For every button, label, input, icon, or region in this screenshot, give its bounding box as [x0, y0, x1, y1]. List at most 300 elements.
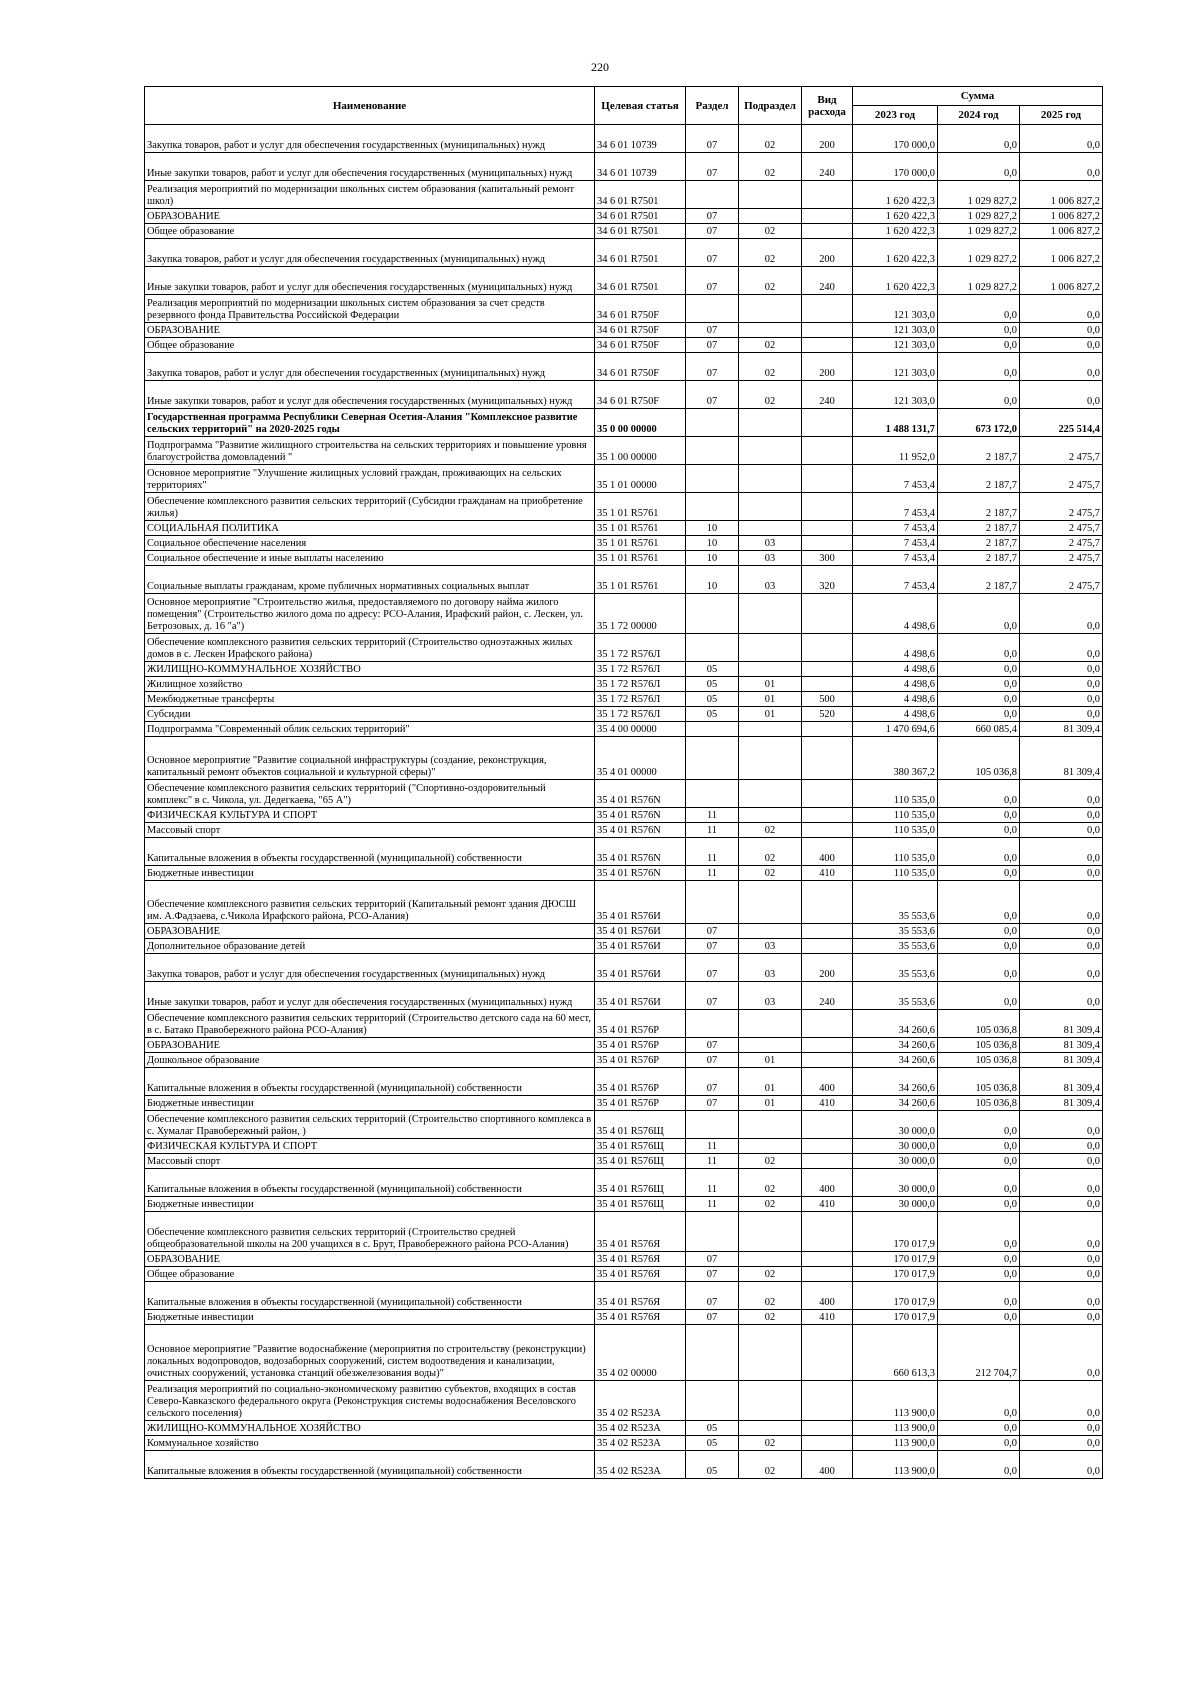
row-target-code-cell: 35 1 01 R5761 [595, 521, 686, 536]
table-row [145, 823, 1103, 838]
row-name-cell: Основное мероприятие "Развитие водоснабжение (мероприятия по строительству (реконструкции) локальных водопроводов, водозаборных сооружений, систем водоотведения и канализации, очистных сооружений, установка станций обезжелезования воды)" [145, 1325, 595, 1381]
row-sum-2024-cell: 0,0 [938, 939, 1020, 954]
row-sum-2023-cell: 1 470 694,6 [853, 722, 938, 737]
row-sum-2023-cell: 1 620 422,3 [853, 209, 938, 224]
row-subsection-cell: 02 [739, 153, 802, 181]
row-name-cell: Массовый спорт [145, 823, 595, 838]
row-sum-2023-cell: 110 535,0 [853, 780, 938, 808]
row-target-code-cell: 34 6 01 R750F [595, 338, 686, 353]
row-sum-2023-cell: 1 620 422,3 [853, 267, 938, 295]
table-row [145, 566, 1103, 594]
row-expense-type-cell: 400 [802, 1169, 853, 1197]
row-sum-2025-cell: 0,0 [1020, 1381, 1103, 1421]
row-subsection-cell: 03 [739, 939, 802, 954]
row-target-code-cell: 35 4 01 R576P [595, 1096, 686, 1111]
row-target-code-cell: 34 6 01 10739 [595, 153, 686, 181]
table-row [145, 224, 1103, 239]
row-section-cell: 11 [686, 838, 739, 866]
row-section-cell: 07 [686, 267, 739, 295]
row-target-code-cell: 35 4 01 R576N [595, 808, 686, 823]
row-sum-2025-cell: 0,0 [1020, 153, 1103, 181]
row-name-cell: Закупка товаров, работ и услуг для обеспечения государственных (муниципальных) нужд [145, 954, 595, 982]
row-target-code-cell: 35 4 01 R576Щ [595, 1139, 686, 1154]
row-sum-2024-cell: 0,0 [938, 1252, 1020, 1267]
row-target-code-cell: 35 4 02 00000 [595, 1325, 686, 1381]
row-expense-type-cell [802, 1436, 853, 1451]
table-row [145, 381, 1103, 409]
row-sum-2025-cell: 81 309,4 [1020, 1096, 1103, 1111]
row-section-cell [686, 1111, 739, 1139]
header-year-2024: 2024 год [938, 106, 1020, 125]
row-subsection-cell: 02 [739, 823, 802, 838]
row-section-cell: 10 [686, 536, 739, 551]
table-row [145, 1154, 1103, 1169]
row-sum-2025-cell: 0,0 [1020, 780, 1103, 808]
row-section-cell [686, 780, 739, 808]
table-row [145, 353, 1103, 381]
table-row [145, 780, 1103, 808]
row-subsection-cell: 02 [739, 267, 802, 295]
table-row [145, 982, 1103, 1010]
row-sum-2023-cell: 660 613,3 [853, 1325, 938, 1381]
row-sum-2024-cell: 1 029 827,2 [938, 267, 1020, 295]
row-name-cell: Реализация мероприятий по социально-экономическому развитию субъектов, входящих в состав Северо-Кавказского федерального округа (Реконструкция системы водоснабжения Веселовского сельского поселения) [145, 1381, 595, 1421]
row-subsection-cell: 02 [739, 1154, 802, 1169]
row-sum-2023-cell: 30 000,0 [853, 1154, 938, 1169]
row-name-cell: Коммунальное хозяйство [145, 1436, 595, 1451]
row-sum-2025-cell: 1 006 827,2 [1020, 181, 1103, 209]
row-sum-2025-cell: 81 309,4 [1020, 1068, 1103, 1096]
row-target-code-cell: 34 6 01 R750F [595, 295, 686, 323]
row-expense-type-cell: 410 [802, 866, 853, 881]
row-sum-2024-cell: 0,0 [938, 338, 1020, 353]
row-sum-2024-cell: 0,0 [938, 1436, 1020, 1451]
row-sum-2024-cell: 105 036,8 [938, 1010, 1020, 1038]
header-target: Целевая статья [595, 87, 686, 125]
table-row [145, 338, 1103, 353]
row-sum-2023-cell: 121 303,0 [853, 353, 938, 381]
row-subsection-cell: 01 [739, 707, 802, 722]
row-subsection-cell: 02 [739, 353, 802, 381]
row-expense-type-cell [802, 493, 853, 521]
row-sum-2024-cell: 0,0 [938, 780, 1020, 808]
row-sum-2024-cell: 0,0 [938, 954, 1020, 982]
row-target-code-cell: 35 4 01 R576Я [595, 1282, 686, 1310]
row-sum-2023-cell: 34 260,6 [853, 1068, 938, 1096]
row-sum-2025-cell: 2 475,7 [1020, 536, 1103, 551]
row-sum-2024-cell: 0,0 [938, 153, 1020, 181]
row-sum-2023-cell: 113 900,0 [853, 1421, 938, 1436]
row-name-cell: Обеспечение комплексного развития сельских территорий (Капитальный ремонт здания ДЮСШ им. А.Фадзаева, с.Чикола Ирафского района, РСО-Алания) [145, 881, 595, 924]
row-expense-type-cell: 240 [802, 267, 853, 295]
row-sum-2024-cell: 0,0 [938, 1212, 1020, 1252]
row-name-cell: Капитальные вложения в объекты государственной (муниципальной) собственности [145, 1169, 595, 1197]
row-sum-2024-cell: 105 036,8 [938, 1053, 1020, 1068]
header-subsection: Подраздел [739, 87, 802, 125]
row-sum-2023-cell: 380 367,2 [853, 737, 938, 780]
table-row [145, 707, 1103, 722]
row-section-cell: 05 [686, 1421, 739, 1436]
row-section-cell: 07 [686, 224, 739, 239]
table-row [145, 1111, 1103, 1139]
row-sum-2025-cell: 0,0 [1020, 1154, 1103, 1169]
row-target-code-cell: 35 4 01 00000 [595, 737, 686, 780]
row-sum-2023-cell: 121 303,0 [853, 338, 938, 353]
row-sum-2023-cell: 1 620 422,3 [853, 181, 938, 209]
row-name-cell: Закупка товаров, работ и услуг для обеспечения государственных (муниципальных) нужд [145, 239, 595, 267]
row-sum-2023-cell: 170 017,9 [853, 1310, 938, 1325]
row-subsection-cell [739, 737, 802, 780]
row-name-cell: Субсидии [145, 707, 595, 722]
row-sum-2025-cell: 1 006 827,2 [1020, 239, 1103, 267]
row-sum-2025-cell: 2 475,7 [1020, 521, 1103, 536]
table-row [145, 1139, 1103, 1154]
row-sum-2025-cell: 0,0 [1020, 1169, 1103, 1197]
row-section-cell: 07 [686, 353, 739, 381]
row-section-cell [686, 737, 739, 780]
row-subsection-cell: 02 [739, 1169, 802, 1197]
row-sum-2023-cell: 1 488 131,7 [853, 409, 938, 437]
row-subsection-cell: 03 [739, 954, 802, 982]
row-expense-type-cell [802, 677, 853, 692]
row-section-cell: 07 [686, 982, 739, 1010]
row-expense-type-cell [802, 409, 853, 437]
row-subsection-cell [739, 1010, 802, 1038]
row-subsection-cell [739, 323, 802, 338]
row-sum-2023-cell: 11 952,0 [853, 437, 938, 465]
row-subsection-cell: 01 [739, 1053, 802, 1068]
row-expense-type-cell [802, 295, 853, 323]
row-name-cell: Жилищное хозяйство [145, 677, 595, 692]
table-row [145, 634, 1103, 662]
row-expense-type-cell [802, 323, 853, 338]
row-sum-2023-cell: 30 000,0 [853, 1111, 938, 1139]
row-expense-type-cell [802, 1154, 853, 1169]
row-sum-2024-cell: 0,0 [938, 1169, 1020, 1197]
row-name-cell: ОБРАЗОВАНИЕ [145, 1038, 595, 1053]
row-section-cell: 11 [686, 866, 739, 881]
row-expense-type-cell [802, 594, 853, 634]
table-row [145, 662, 1103, 677]
row-sum-2024-cell: 0,0 [938, 1139, 1020, 1154]
row-subsection-cell: 02 [739, 838, 802, 866]
row-target-code-cell: 35 1 01 R5761 [595, 566, 686, 594]
row-section-cell [686, 634, 739, 662]
table-row [145, 295, 1103, 323]
row-sum-2024-cell: 0,0 [938, 662, 1020, 677]
row-expense-type-cell: 200 [802, 125, 853, 153]
row-subsection-cell [739, 722, 802, 737]
row-sum-2025-cell: 0,0 [1020, 1212, 1103, 1252]
row-sum-2025-cell: 0,0 [1020, 707, 1103, 722]
table-row [145, 521, 1103, 536]
row-target-code-cell: 34 6 01 R7501 [595, 181, 686, 209]
row-target-code-cell: 35 4 01 R576N [595, 866, 686, 881]
row-target-code-cell: 35 4 01 R576P [595, 1068, 686, 1096]
row-target-code-cell: 35 1 00 00000 [595, 437, 686, 465]
row-target-code-cell: 35 1 72 R576Л [595, 677, 686, 692]
row-sum-2024-cell: 660 085,4 [938, 722, 1020, 737]
row-sum-2023-cell: 1 620 422,3 [853, 224, 938, 239]
row-section-cell: 11 [686, 1169, 739, 1197]
row-section-cell [686, 1325, 739, 1381]
row-name-cell: Общее образование [145, 1267, 595, 1282]
table-row [145, 692, 1103, 707]
row-target-code-cell: 35 1 72 R576Л [595, 634, 686, 662]
row-expense-type-cell [802, 1212, 853, 1252]
row-expense-type-cell [802, 1139, 853, 1154]
row-sum-2025-cell: 81 309,4 [1020, 722, 1103, 737]
header-year-2025: 2025 год [1020, 106, 1103, 125]
row-name-cell: ОБРАЗОВАНИЕ [145, 1252, 595, 1267]
page-number: 220 [591, 60, 609, 74]
table-row [145, 239, 1103, 267]
row-name-cell: Закупка товаров, работ и услуг для обеспечения государственных (муниципальных) нужд [145, 125, 595, 153]
row-name-cell: ОБРАЗОВАНИЕ [145, 209, 595, 224]
row-name-cell: Социальные выплаты гражданам, кроме публичных нормативных социальных выплат [145, 566, 595, 594]
row-sum-2024-cell: 0,0 [938, 1451, 1020, 1479]
row-sum-2023-cell: 34 260,6 [853, 1038, 938, 1053]
row-sum-2023-cell: 110 535,0 [853, 838, 938, 866]
row-sum-2025-cell: 0,0 [1020, 1111, 1103, 1139]
row-target-code-cell: 35 4 00 00000 [595, 722, 686, 737]
row-target-code-cell: 35 4 01 R576P [595, 1010, 686, 1038]
row-expense-type-cell [802, 1252, 853, 1267]
table-row [145, 1436, 1103, 1451]
row-sum-2025-cell: 81 309,4 [1020, 1038, 1103, 1053]
row-sum-2024-cell: 0,0 [938, 1197, 1020, 1212]
row-expense-type-cell [802, 722, 853, 737]
row-name-cell: Бюджетные инвестиции [145, 1310, 595, 1325]
row-sum-2024-cell: 0,0 [938, 1154, 1020, 1169]
row-expense-type-cell: 200 [802, 353, 853, 381]
row-expense-type-cell [802, 924, 853, 939]
row-target-code-cell: 34 6 01 R750F [595, 353, 686, 381]
row-name-cell: Обеспечение комплексного развития сельских территорий ("Спортивно-оздоровительный комплекс" в с. Чикола, ул. Дедегкаева, "65 А") [145, 780, 595, 808]
row-sum-2023-cell: 34 260,6 [853, 1053, 938, 1068]
row-name-cell: Подпрограмма "Современный облик сельских территорий" [145, 722, 595, 737]
table-row [145, 677, 1103, 692]
row-sum-2023-cell: 35 553,6 [853, 924, 938, 939]
row-sum-2023-cell: 35 553,6 [853, 881, 938, 924]
row-subsection-cell [739, 409, 802, 437]
row-expense-type-cell: 520 [802, 707, 853, 722]
table-row [145, 323, 1103, 338]
row-name-cell: Основное мероприятие "Улучшение жилищных условий граждан, проживающих на сельских территориях" [145, 465, 595, 493]
row-section-cell [686, 1381, 739, 1421]
row-sum-2025-cell: 0,0 [1020, 1421, 1103, 1436]
row-name-cell: Иные закупки товаров, работ и услуг для обеспечения государственных (муниципальных) нужд [145, 267, 595, 295]
row-sum-2025-cell: 2 475,7 [1020, 437, 1103, 465]
row-sum-2024-cell: 105 036,8 [938, 1068, 1020, 1096]
table-row [145, 1010, 1103, 1038]
row-subsection-cell: 02 [739, 1451, 802, 1479]
row-sum-2024-cell: 105 036,8 [938, 737, 1020, 780]
row-sum-2023-cell: 170 000,0 [853, 125, 938, 153]
row-name-cell: Дополнительное образование детей [145, 939, 595, 954]
row-section-cell: 07 [686, 939, 739, 954]
row-target-code-cell: 35 1 72 R576Л [595, 692, 686, 707]
row-name-cell: ЖИЛИЩНО-КОММУНАЛЬНОЕ ХОЗЯЙСТВО [145, 662, 595, 677]
table-row [145, 409, 1103, 437]
row-sum-2023-cell: 7 453,4 [853, 521, 938, 536]
row-sum-2025-cell: 2 475,7 [1020, 551, 1103, 566]
table-row [145, 594, 1103, 634]
row-sum-2023-cell: 170 017,9 [853, 1282, 938, 1310]
table-row [145, 181, 1103, 209]
row-sum-2025-cell: 81 309,4 [1020, 1053, 1103, 1068]
row-subsection-cell [739, 634, 802, 662]
row-section-cell: 11 [686, 808, 739, 823]
row-expense-type-cell: 320 [802, 566, 853, 594]
row-sum-2024-cell: 0,0 [938, 1310, 1020, 1325]
row-subsection-cell [739, 1139, 802, 1154]
header-year-2023: 2023 год [853, 106, 938, 125]
row-sum-2025-cell: 2 475,7 [1020, 566, 1103, 594]
row-sum-2023-cell: 34 260,6 [853, 1010, 938, 1038]
row-sum-2024-cell: 0,0 [938, 881, 1020, 924]
row-name-cell: Бюджетные инвестиции [145, 866, 595, 881]
table-row [145, 1212, 1103, 1252]
table-row [145, 153, 1103, 181]
row-expense-type-cell [802, 209, 853, 224]
row-sum-2024-cell: 0,0 [938, 707, 1020, 722]
row-target-code-cell: 34 6 01 R7501 [595, 267, 686, 295]
row-subsection-cell: 02 [739, 1197, 802, 1212]
row-subsection-cell: 02 [739, 224, 802, 239]
header-name: Наименование [145, 87, 595, 125]
row-target-code-cell: 35 4 02 R523A [595, 1421, 686, 1436]
row-section-cell: 07 [686, 239, 739, 267]
row-sum-2025-cell: 0,0 [1020, 634, 1103, 662]
row-expense-type-cell [802, 1010, 853, 1038]
row-sum-2024-cell: 2 187,7 [938, 521, 1020, 536]
row-sum-2024-cell: 2 187,7 [938, 437, 1020, 465]
row-sum-2025-cell: 0,0 [1020, 338, 1103, 353]
row-section-cell [686, 1010, 739, 1038]
row-subsection-cell [739, 881, 802, 924]
row-sum-2024-cell: 0,0 [938, 295, 1020, 323]
row-subsection-cell: 01 [739, 692, 802, 707]
row-target-code-cell: 35 1 72 R576Л [595, 662, 686, 677]
row-subsection-cell [739, 594, 802, 634]
row-subsection-cell [739, 1252, 802, 1267]
row-sum-2025-cell: 0,0 [1020, 1252, 1103, 1267]
row-subsection-cell [739, 493, 802, 521]
row-sum-2025-cell: 0,0 [1020, 924, 1103, 939]
row-target-code-cell: 35 4 01 R576N [595, 838, 686, 866]
row-sum-2024-cell: 0,0 [938, 924, 1020, 939]
row-name-cell: Реализация мероприятий по модернизации школьных систем образования (капитальный ремонт школ) [145, 181, 595, 209]
row-sum-2023-cell: 113 900,0 [853, 1381, 938, 1421]
row-name-cell: Массовый спорт [145, 1154, 595, 1169]
row-expense-type-cell: 410 [802, 1197, 853, 1212]
row-expense-type-cell [802, 823, 853, 838]
row-sum-2024-cell: 0,0 [938, 838, 1020, 866]
row-section-cell: 05 [686, 662, 739, 677]
row-expense-type-cell: 500 [802, 692, 853, 707]
row-name-cell: Основное мероприятие "Строительство жилья, предоставляемого по договору найма жилого помещения" (Строительство жилого дома по адресу: РСО-Алания, Ирафский район, с. Лескен, ул. Бетрозовых, д. 16 "а") [145, 594, 595, 634]
row-sum-2023-cell: 170 017,9 [853, 1267, 938, 1282]
row-expense-type-cell: 400 [802, 1282, 853, 1310]
row-sum-2023-cell: 1 620 422,3 [853, 239, 938, 267]
row-sum-2023-cell: 7 453,4 [853, 536, 938, 551]
row-expense-type-cell [802, 737, 853, 780]
row-name-cell: ФИЗИЧЕСКАЯ КУЛЬТУРА И СПОРТ [145, 1139, 595, 1154]
table-row [145, 737, 1103, 780]
row-name-cell: Реализация мероприятий по модернизации школьных систем образования за счет средств резервного фонда Правительства Российской Федерации [145, 295, 595, 323]
row-expense-type-cell: 200 [802, 239, 853, 267]
header-expense-type: Вид расхода [802, 87, 853, 125]
row-sum-2025-cell: 0,0 [1020, 1310, 1103, 1325]
row-sum-2025-cell: 0,0 [1020, 1325, 1103, 1381]
row-section-cell: 11 [686, 1154, 739, 1169]
row-name-cell: СОЦИАЛЬНАЯ ПОЛИТИКА [145, 521, 595, 536]
table-row [145, 1053, 1103, 1068]
row-section-cell [686, 295, 739, 323]
row-section-cell: 07 [686, 1282, 739, 1310]
row-section-cell: 07 [686, 1096, 739, 1111]
row-subsection-cell: 01 [739, 1096, 802, 1111]
row-subsection-cell [739, 1212, 802, 1252]
row-target-code-cell: 34 6 01 R750F [595, 323, 686, 338]
row-sum-2023-cell: 30 000,0 [853, 1197, 938, 1212]
row-section-cell: 11 [686, 823, 739, 838]
row-expense-type-cell: 400 [802, 838, 853, 866]
row-subsection-cell: 02 [739, 239, 802, 267]
row-target-code-cell: 35 1 01 R5761 [595, 493, 686, 521]
row-sum-2025-cell: 0,0 [1020, 939, 1103, 954]
row-sum-2025-cell: 0,0 [1020, 662, 1103, 677]
row-section-cell: 07 [686, 1053, 739, 1068]
row-section-cell [686, 722, 739, 737]
table-row [145, 1169, 1103, 1197]
row-section-cell: 07 [686, 1038, 739, 1053]
row-sum-2025-cell: 0,0 [1020, 1197, 1103, 1212]
row-subsection-cell: 03 [739, 551, 802, 566]
row-target-code-cell: 35 4 01 R576Щ [595, 1154, 686, 1169]
row-sum-2025-cell: 2 475,7 [1020, 465, 1103, 493]
row-target-code-cell: 35 4 01 R576И [595, 939, 686, 954]
row-name-cell: Бюджетные инвестиции [145, 1096, 595, 1111]
row-name-cell: Бюджетные инвестиции [145, 1197, 595, 1212]
row-target-code-cell: 35 1 01 R5761 [595, 551, 686, 566]
row-expense-type-cell [802, 1038, 853, 1053]
row-expense-type-cell [802, 536, 853, 551]
row-section-cell: 10 [686, 521, 739, 536]
row-target-code-cell: 35 4 01 R576И [595, 924, 686, 939]
row-section-cell: 07 [686, 1310, 739, 1325]
row-sum-2025-cell: 1 006 827,2 [1020, 209, 1103, 224]
row-section-cell: 07 [686, 153, 739, 181]
row-sum-2024-cell: 1 029 827,2 [938, 224, 1020, 239]
row-subsection-cell [739, 808, 802, 823]
row-subsection-cell [739, 1381, 802, 1421]
row-sum-2024-cell: 212 704,7 [938, 1325, 1020, 1381]
row-expense-type-cell [802, 1325, 853, 1381]
row-name-cell: Общее образование [145, 224, 595, 239]
row-sum-2024-cell: 0,0 [938, 982, 1020, 1010]
row-name-cell: ФИЗИЧЕСКАЯ КУЛЬТУРА И СПОРТ [145, 808, 595, 823]
row-sum-2024-cell: 0,0 [938, 808, 1020, 823]
row-sum-2025-cell: 0,0 [1020, 1436, 1103, 1451]
row-target-code-cell: 35 4 01 R576Я [595, 1310, 686, 1325]
row-sum-2024-cell: 2 187,7 [938, 536, 1020, 551]
row-expense-type-cell: 300 [802, 551, 853, 566]
row-sum-2023-cell: 7 453,4 [853, 566, 938, 594]
row-target-code-cell: 35 4 01 R576И [595, 881, 686, 924]
row-sum-2025-cell: 0,0 [1020, 881, 1103, 924]
